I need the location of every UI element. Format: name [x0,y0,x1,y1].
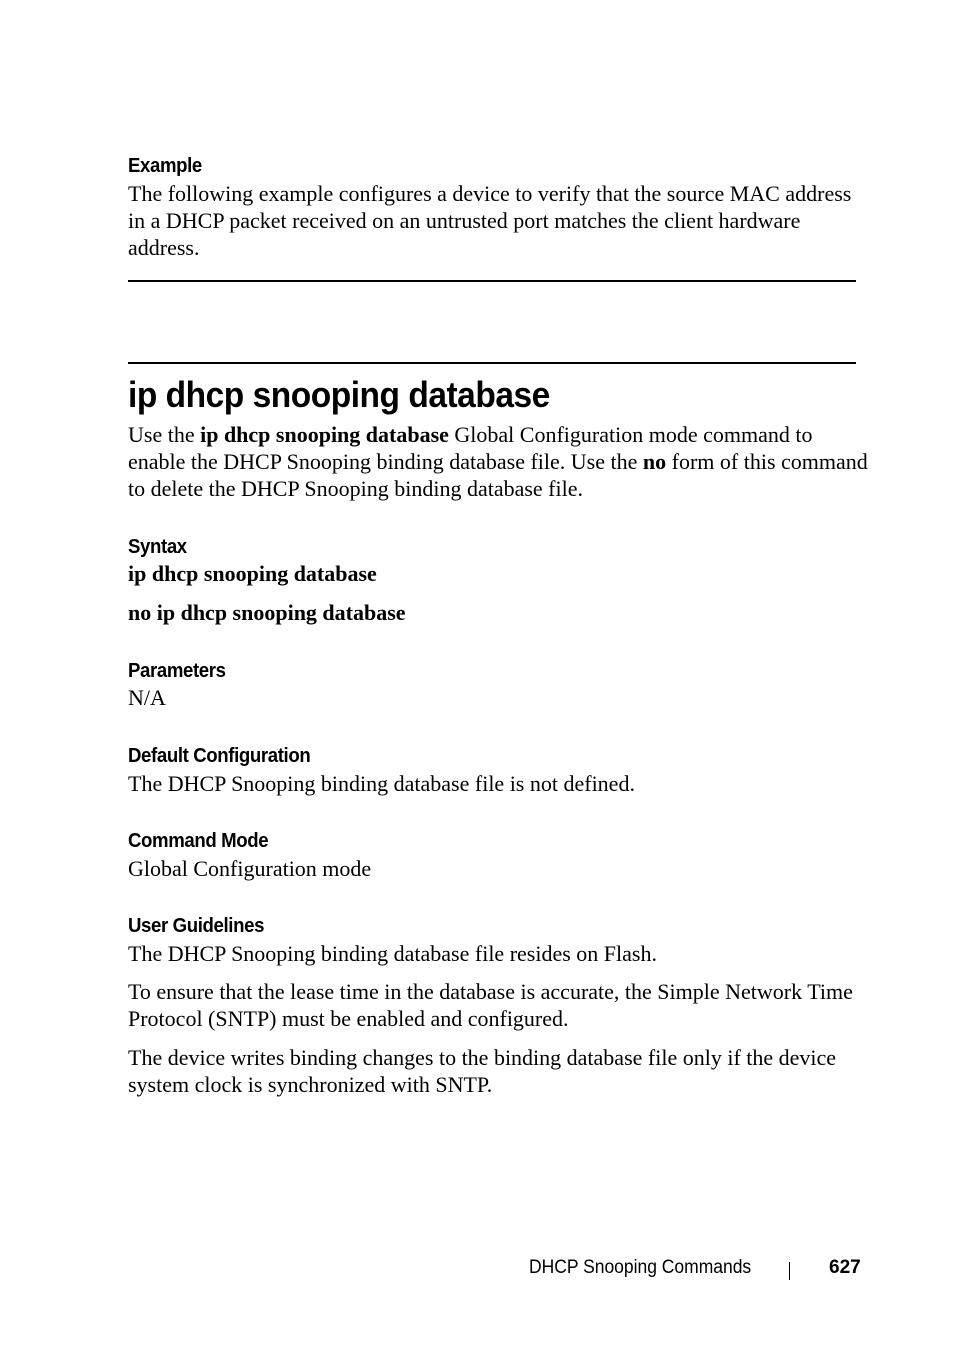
footer-separator [789,1262,790,1280]
command-mode-heading: Command Mode [128,830,269,852]
parameters-heading: Parameters [128,660,226,682]
default-config-heading: Default Configuration [128,745,311,767]
intro-text-2: Global Configuration mode command to enable the DHCP Snooping binding database file. Use the [128,422,813,474]
default-config-text: The DHCP Snooping binding database file is not defined. [128,771,635,796]
section-title: ip dhcp snooping database [128,374,550,415]
syntax-line-1: ip dhcp snooping database [128,561,377,586]
user-guidelines-p3: The device writes binding changes to the binding database file only if the device system clock is synchronized with SNTP. [128,1045,837,1097]
parameters-text: N/A [128,685,166,710]
intro-text-3: form of this command to delete the DHCP Snooping binding database file. [128,449,868,501]
user-guidelines-p2: To ensure that the lease time in the database is accurate, the Simple Network Time Protocol (SNTP) must be enabled and configured. [128,979,853,1031]
example-text: The following example configures a device to verify that the source MAC address in a DHCP packet received on an untrusted port matches the client hardware address. [128,181,852,260]
syntax-line-2: no ip dhcp snooping database [128,600,406,625]
intro-command: ip dhcp snooping database [200,422,449,447]
user-guidelines-p1: The DHCP Snooping binding database file resides on Flash. [128,941,657,966]
intro-paragraph [128,421,868,502]
footer-chapter: DHCP Snooping Commands [529,1257,752,1278]
intro-text-1: Use the [128,422,201,447]
divider-bottom [128,280,856,282]
user-guidelines-heading: User Guidelines [128,915,265,937]
example-heading: Example [128,155,202,177]
intro-no-keyword: no [642,449,667,474]
page-number: 627 [829,1257,861,1278]
syntax-heading: Syntax [128,536,187,558]
divider-top [128,362,856,364]
command-mode-text: Global Configuration mode [128,856,372,881]
